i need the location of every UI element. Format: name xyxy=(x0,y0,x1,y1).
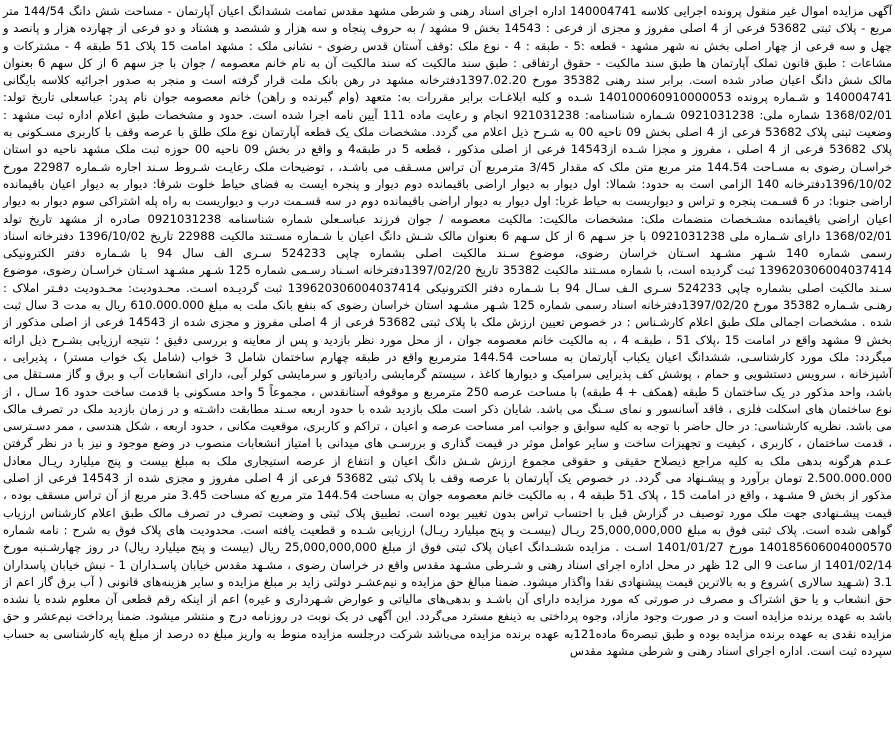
auction-notice-body: آگهی مزایده اموال غیر منقول پرونده اجرایی کلاسه 140004741 اداره اجرای اسناد رهنی و شرطی مشهد مقدس تمامت ششدانگ اعیان آپارتمان - مساحت شش دانگ 144/54 متر مربع - پلاک ثبتی 53682 فرعی از 4 اصلی مفروز و مجزی از فرعی : 14543 بخش 9 مشهد / به حروف پنجاه و سه هزار و ششصد و هشتاد و دو فرعی از چهارده هزار و پانصد و چهل و سه فرعی از چهار اصلی بخش نه شهر مشهد - قطعه :5 - طبقه : 4 - نوع ملک :وقف آستان قدس رضوی - نشانی ملک : مشهد امامت 15 پلاک 51 طبقه 4 - مشترکات و مشاعات : طبق قانون تملک آپارتمان ها طبق سند مالکیت - حقوق ارتفاقی : طبق سند مالکیت که سند مالکیت آن به نام خانم معصومه / جوان با جز سهم 6 از کل سهم 6 بعنوان مالک شش دانگ اعیان صادر شده است. برابر سند رهنی 35382 مورخ 1397.02.20دفترخانه مشهد در رهن بانک ملت قرار گرفته است و منجر به صدور اجرائیه کلاسه بایگانی 140004741 و شـماره پرونده 140100060910000053 شـده و کلیه ابلاغـات برابر مقررات به: متعهد (وام گیرنده و راهن) خانم معصومه جوان نام پدر: عباسعلی تاریخ تولد: 1368/02/01 شماره ملی: 0921031238 شـماره شناسنامه: 921031238 انجام و رعایت ماده 111 آیین نامه اجرا شده است. حدود و مشخصات طبق اعلام اداره ثبت مشهد : وضعیت ثبتی پلاک 53682 فرعی از 4 اصلی بخش 09 ناحیه 00 به شـرح ذیل اعلام می گردد. مشخصات ملک یک قطعه آپارتمان نوع ملک طلق با عرصه وقف با کاربری مسـکونی به پلاک 53682 فرعی از 4 اصلی ، مفروز و مجزا شـده از14543 فرعی از اصلی مذکور ، قطعه 5 در طبقه4 و واقع در بخش 09 ناحیه 00 حوزه ثبت ملک مشهد ناحیه دو استان خراسـان رضوی به مسـاحت 144.54 متر مربع متن ملک که مقدار 3/45 مترمربع آن تراس مسـقف می باشـد، ، توضیحات ملک رعایـت شـروط سـند اجاره شـماره 22987 مورخ 1396/10/02دفترخانه 140 الزامی است به حدود: شمالا: اول دیوار به دیوار اراضی باقیمانده دوم دیوار و پنجره ایست به فضای حیاط خلوت شرقا: دیوار به دیوار اعیان باقیمانده اراضی جنوبا: در 6 قسـمت پنجره و تراس و دیواریست به حیاط غربا: اول دیوار به دیوار اراضی باقیمانده دوم در سه قسـمت درب و دیواریست به راه پله اشتراکی سوم دیوار به دیوار اعیان اراضی باقیمانده مشـخصات منضمات ملک: مشخصات مالکیت: مالکیت معصومه / جوان فرزند عباسـعلی شماره شناسنامه 0921031238 صادره از مشهد تاریخ تولد 1368/02/01 دارای شـماره ملی 0921031238 با جز سـهم 6 از کل سـهم 6 بعنوان مالک شـش دانگ اعیان با شـماره مسـتند مالکیت 22988 تاریخ 1396/10/02 دفترخانه اسناد رسمی شماره 140 شـهر مشـهد اسـتان خراسان رضوی، موضوع سـند مالکیت اصلی بشماره چاپی 524233 سـری الف سال 94 با شـماره دفتر الکترونیکی 139620306004037414 ثبت گردیده است، با شماره مسـتند مالکیت 35382 تاریخ 1397/02/20دفترخانه اسـناد رسـمی شماره 125 شـهر مشـهد اسـتان خراسـان رضوی، موضوع سـند مالکیت اصلی بشماره چاپی 524233 سـری الـف سـال 94 بـا شـماره دفتر الکترونیکی 139620306004037414 ثبت گردیـده اسـت. محـدودیت: محـدودیت دفـتر املاک : رهنـی شـماره 35382 مورخ 1397/02/20دفترخانه اسناد رسمی شماره 125 شـهر مشـهد استان خراسان رضوی که بنفع بانک ملت به مبلغ 610.000.000 ریال به مدت 3 سال ثبت شده . مشخصات اجمالی ملک طبق اعلام کارشـناس : در خصوص تعیین ارزش ملک با پلاک ثبتی 53682 فرعی از 4 اصلی مفروز و مجزی شده از 14543 فرعی از اصلی مذکور از بخش 9 مشهد واقع در امامت 15 ،پلاک 51 ، طبقـه 4 ، به مالکیت خانم معصومه جوان ، از محل مورد نظر بازدید و پس از معاینه و بررسی دقیق ؛ نتیجه ارزیابی بشـرح ذیل ارائه میگردد: ملک مورد کارشناسـی، ششدانگ اعیان یکباب آپارتمان به مساحت 144.54 مترمربع واقع در طبقه چهارم ساختمان شامل 3 خواب (شامل یک خواب مستر) ، پذیرایی ، آشپزخانه ، سرویس دستشویی و حمام ، پوشش کف پذیرایی سرامیک و دیوارها کاغذ ، سیستم گرمایشی رادیاتور و سرمایشی کولر آبی، دارای انشعابات آب و برق و گاز مسـتقل می باشد، واحد مذکور در یک ساختمان 5 طبقه (همکف + 4 طبقه) با مساحت عرصه 250 مترمربع و موقوفه آستانقدس ، مجموعاً 5 واحد مسکونی با قدمت ساخت حدود 16 سـال ، از نوع ساختمان های اسکلت فلزی ، فاقد آسانسور و نمای سـنگ می باشد. شایان ذکر است ملک بازدید شده با حدود اربعه سـند مطابقت داشـته و در زمان بازدید ملک در تصرف مالک می باشد. نظریه کارشناسی: در حال حاضر با توجه به کلیه سوابق و جوانب امر مساحت عرصه و اعیان ، تراکم و کاربری، موقعیت مکانی ، حدود اربعه ، شکل هندسی ، ممر دسـترسی ، قدمت ساختمان ، کاربری ، کیفیت و تجهیزات ساخت و سایر عوامل موثر در قیمت گذاری و بررسـی های میدانی با امتیاز انشعابات منصوب در وضع موجود و نیز با در نظر گرفتن عـدم هرگونه بدهی ملک به کلیه مراجع ذیصلاح حقیقی و حقوقی مجموع ارزش شـش دانگ اعیان و انتفاع از عرصه استیجاری ملک به مبلغ بیست و پنج میلیارد ریـال معادل 2.500.000.000 تومان برآورد و پیشـنهاد می گردد. در خصوص یک آپارتمان با عرصه وقف با پلاک ثبتی 53682 فرعی از 4 اصلی مفروز و مجزی شده از 14543 فرعی از اصلی مذکور از بخش 9 مشـهد ، واقع در امامت 15 ، پلاک 51 طبقه 4 ، به مالکیت خانم معصومه جوان به مساحت 144.54 متر مربع که مساحت 3.45 متر مربع از آن تراس مسقف بوده ، قیمت پیشـنهادی جهت ملک مورد توصیف در گزارش قبل با احتساب تراس بدون تغییر بوده است. تطبیق پلاک ثبتی و وضعیت تصرف در تصرف مالک طبق اعلام کارشناس ارزیاب گواهی شده است. پلاک ثبتی فوق به مبلغ 25,000,000,000 ریـال (بیسـت و پنج میلیارد ریـال) ارزیابی شـده و قطعیت یافته است. محدودیت های پلاک فوق به شرح : نامه شماره 140185606004000570 مورخ 1401/01/27 اسـت . مزایده ششـدانگ اعیان پلاک ثبتی فوق از مبلغ 25,000,000,000 ریال (بیست و پنج میلیارد ریال) در روز چهارشـنبه مورخ 1401/02/14 از ساعت 9 الی 12 ظهر در محل اداره اجرای اسناد رهنی و شـرطی مشـهد مقدس واقع در خراسان رضوی ، مشـهد مقدس خیابان پاسـداران 1 - نبش خیابان پاسداران 3.1 (شـهید سالاری )شروع و به بالاترین قیمت پیشنهادی نقدا واگذار میشود. ضمنا مبالغ حق مزایده و نیم‌عشـر دولتی زاید بر مبلغ مزایده و سایر هزینه‌های قانونی ( آب برق گاز اعم از حق انشعاب و یا حق اشتراک و مصرف در صورتی که مورد مزایده دارای آن باشـد و بدهی‌های مالیاتی و عوارض شـهرداری و غیره) اعم از اینکه رقم قطعی آن معلوم شده یا نشده باشد به عهده برنده مزایده است و در صورت وجود مازاد، وجوه پرداختی به ذینفع مسترد می‌گردد. این آگهی در یک نوبت در روزنامه درج و منتشر میشود. ضمنا پرداخت نیم‌عشر و حق مزایده نقدی به عهده برنده مزایده بوده و طبق تبصره6 ماده121به عهده برنده مزایده می‌باشد شرکت درجلسه مزایده منوط به واریز مبلغ ده درصد از مبلغ پایه کارشناسی به حساب سپرده ثبت است. اداره اجرای اسناد رهنی و شرطی مشهد مقدس xyxy=(3,4,893,658)
